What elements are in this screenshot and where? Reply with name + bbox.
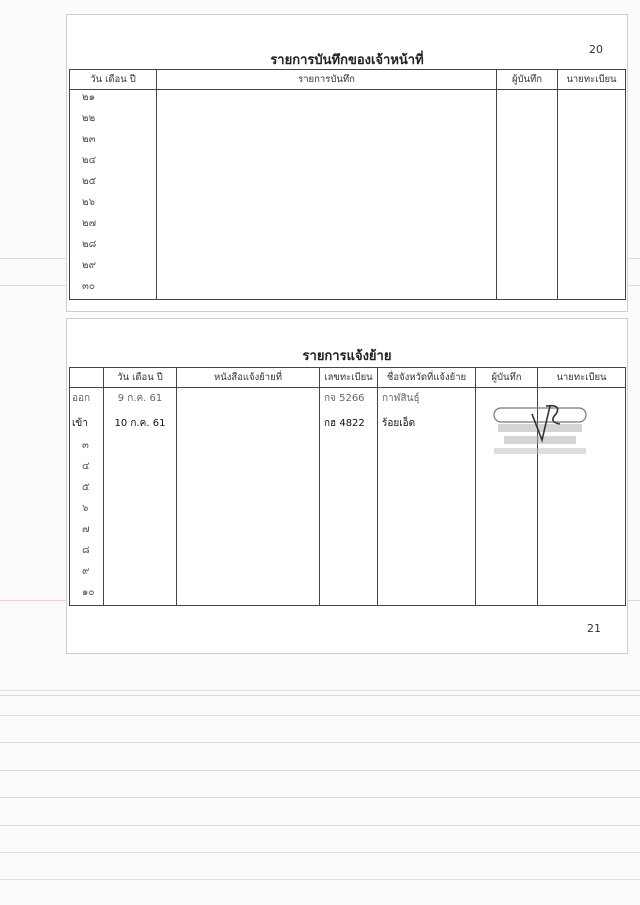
paper-rule: [0, 770, 640, 771]
table-row: [70, 237, 626, 258]
table-row: [70, 90, 626, 111]
row-number: ๒๓: [70, 132, 157, 153]
table-row: [70, 543, 626, 564]
paper-rule: [0, 690, 640, 691]
table-row: [70, 153, 626, 174]
table-row: [70, 258, 626, 279]
notice-number: [177, 414, 320, 438]
signature-mark-icon: [490, 400, 590, 458]
column-header-recorder: ผู้บันทึก: [497, 70, 558, 90]
move-date: 10 ก.ค. 61: [104, 414, 177, 438]
province-name: กาฬสินธุ์: [378, 388, 476, 414]
move-type: เข้า: [70, 414, 104, 438]
page-title: รายการบันทึกของเจ้าหน้าที่: [270, 53, 424, 68]
row-number: ๓๐: [70, 279, 157, 300]
column-header-recorder: ผู้บันทึก: [476, 368, 538, 388]
table-header-row: [70, 70, 626, 90]
row-number: ๖: [70, 501, 104, 522]
province-name: ร้อยเอ็ด: [378, 414, 476, 438]
row-number: ๔: [70, 459, 104, 480]
row-number: ๗: [70, 522, 104, 543]
move-type: ออก: [70, 388, 104, 414]
row-number: ๒๗: [70, 216, 157, 237]
row-number: ๓: [70, 438, 104, 459]
table-row: [70, 459, 626, 480]
row-number: ๕: [70, 480, 104, 501]
row-number: ๒๑: [70, 90, 157, 111]
move-records-page: [66, 318, 628, 654]
table-row: [70, 564, 626, 585]
column-header-province: ชื่อจังหวัดที่แจ้งย้าย: [378, 368, 476, 388]
paper-rule: [0, 852, 640, 853]
column-header-date: วัน เดือน ปี: [104, 368, 177, 388]
table-row: [70, 195, 626, 216]
row-number: ๒๙: [70, 258, 157, 279]
row-number: ๒๔: [70, 153, 157, 174]
registration-number: กจ 5266: [320, 388, 378, 414]
row-number: ๙: [70, 564, 104, 585]
column-header-registrar: นายทะเบียน: [558, 70, 626, 90]
row-number: ๒๒: [70, 111, 157, 132]
page-number: 21: [587, 622, 601, 635]
move-date: 9 ก.ค. 61: [104, 388, 177, 414]
column-header-registration: เลขทะเบียน: [320, 368, 378, 388]
table-row: [70, 132, 626, 153]
officer-records-table: [69, 69, 626, 300]
paper-rule: [0, 715, 640, 716]
table-header-row: [70, 368, 626, 388]
row-number: ๑๐: [70, 585, 104, 606]
officer-records-page: [66, 14, 628, 312]
table-row: [70, 111, 626, 132]
registration-number: กฮ 4822: [320, 414, 378, 438]
paper-rule: [0, 879, 640, 880]
notice-number: [177, 388, 320, 414]
page-number: 20: [589, 43, 603, 56]
column-header-notice-no: หนังสือแจ้งย้ายที่: [177, 368, 320, 388]
paper-rule: [0, 695, 640, 696]
table-row: [70, 480, 626, 501]
column-header-registrar: นายทะเบียน: [538, 368, 626, 388]
paper-rule: [0, 825, 640, 826]
row-number: ๒๘: [70, 237, 157, 258]
official-stamp: [490, 400, 590, 458]
row-number: ๒๕: [70, 174, 157, 195]
table-row: [70, 279, 626, 300]
column-header-entry: รายการบันทึก: [157, 70, 497, 90]
page-title: รายการแจ้งย้าย: [302, 349, 392, 364]
row-number: ๒๖: [70, 195, 157, 216]
table-row: [70, 174, 626, 195]
paper-rule: [0, 742, 640, 743]
table-row: [70, 501, 626, 522]
column-header-date: วัน เดือน ปี: [70, 70, 157, 90]
table-row: [70, 216, 626, 237]
column-header-type: [70, 368, 104, 388]
table-row: [70, 585, 626, 606]
paper-rule: [0, 797, 640, 798]
table-row: [70, 522, 626, 543]
row-number: ๘: [70, 543, 104, 564]
